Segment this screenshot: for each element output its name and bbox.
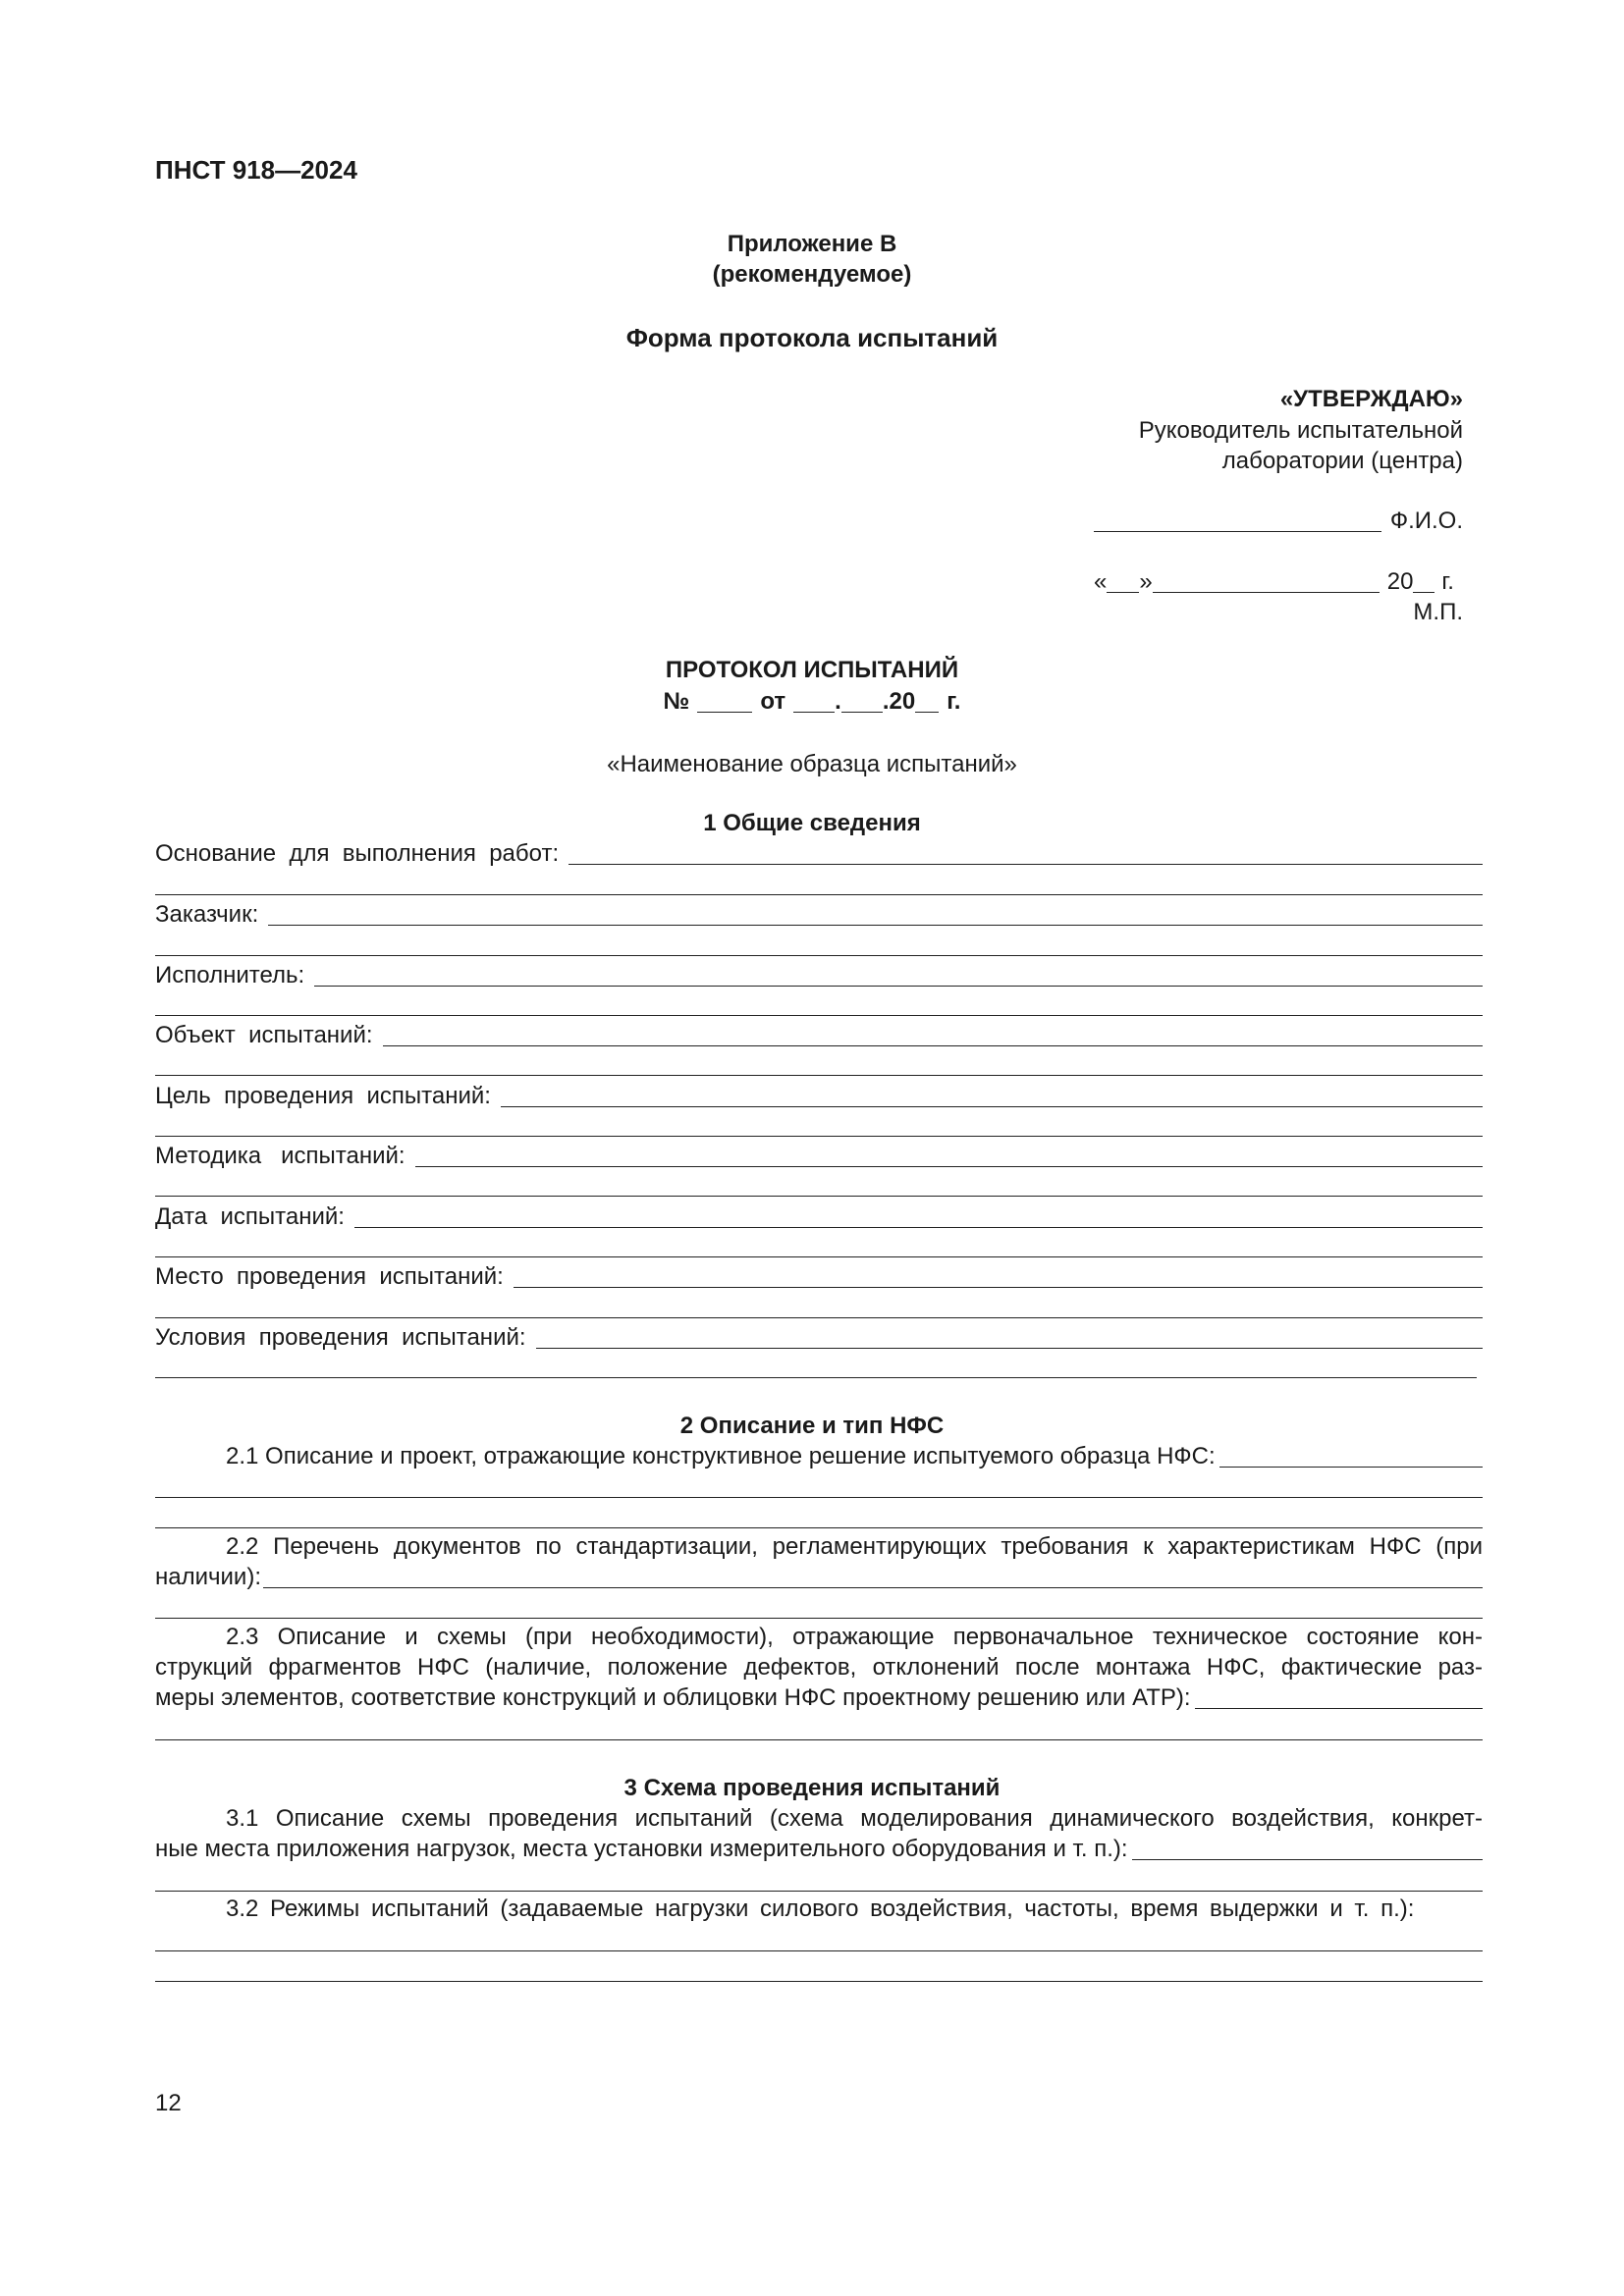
section1-title: 1 Общие сведения — [703, 810, 921, 836]
field-executor — [155, 961, 1483, 990]
month-blank[interactable] — [1153, 572, 1380, 593]
field-label: Объект испытаний: — [155, 1022, 373, 1048]
appendix-status: (рекомендуемое) — [712, 261, 912, 288]
answer-line[interactable] — [155, 1739, 1483, 1740]
field-blank[interactable] — [501, 1106, 1483, 1107]
item-text: ные места приложения нагрузок, места установки измерительного оборудования и т. п.): — [155, 1836, 1128, 1862]
item-3-2: 3.2 Режимы испытаний (задаваемые нагрузки силового воздействия, частоты, время выдержки и т. п.): — [226, 1896, 1415, 1922]
quote-close: » — [1139, 568, 1153, 595]
field-continuation-line[interactable] — [155, 1075, 1483, 1076]
field-label: Методика испытаний: — [155, 1143, 406, 1169]
day-blank[interactable] — [1107, 572, 1139, 593]
approval-role-line2: лаборатории (центра) — [1221, 448, 1463, 474]
item-2-3-line2: струкций фрагментов НФС (наличие, положение дефектов, отклонений после монтажа НФС, фактические раз- — [155, 1654, 1483, 1681]
field-continuation-line[interactable] — [155, 955, 1483, 956]
number-label: № — [663, 688, 690, 715]
item-blank[interactable] — [1219, 1467, 1483, 1468]
answer-line[interactable] — [155, 1981, 1483, 1982]
field-test-method — [155, 1142, 1483, 1171]
approval-role-line1: Руководитель испытательной — [1138, 417, 1463, 444]
year-prefix: 20 — [1386, 568, 1414, 595]
field-label: Основание для выполнения работ: — [155, 840, 560, 867]
item-blank[interactable] — [263, 1587, 1483, 1588]
protocol-title: ПРОТОКОЛ ИСПЫТАНИЙ — [665, 657, 959, 683]
appendix-title: Приложение В — [727, 231, 897, 257]
day-blank[interactable] — [793, 692, 835, 713]
month-blank[interactable] — [841, 692, 883, 713]
field-test-object — [155, 1021, 1483, 1050]
item-2-3-line3 — [155, 1683, 1483, 1713]
item-blank[interactable] — [1195, 1708, 1483, 1709]
item-text: меры элементов, соответствие конструкций и облицовки НФС проектному решению или АТР): — [155, 1684, 1191, 1711]
item-text: наличии): — [155, 1564, 261, 1590]
answer-line[interactable] — [155, 1618, 1483, 1619]
signature-blank[interactable] — [1094, 511, 1381, 532]
field-label: Условия проведения испытаний: — [155, 1324, 526, 1351]
approval-label: «УТВЕРЖДАЮ» — [1279, 386, 1463, 412]
item-3-1-line2 — [155, 1835, 1483, 1864]
field-blank[interactable] — [268, 925, 1483, 926]
field-blank[interactable] — [354, 1227, 1483, 1228]
section3-title: 3 Схема проведения испытаний — [623, 1775, 1001, 1801]
field-label: Дата испытаний: — [155, 1203, 345, 1230]
field-basis — [155, 839, 1483, 869]
field-test-conditions — [155, 1323, 1483, 1353]
field-label: Исполнитель: — [155, 962, 305, 988]
field-continuation-line[interactable] — [155, 1196, 1483, 1197]
field-label: Место проведения испытаний: — [155, 1263, 504, 1290]
field-continuation-line[interactable] — [155, 1377, 1477, 1378]
date-dot: . — [835, 688, 841, 715]
field-continuation-line[interactable] — [155, 1317, 1483, 1318]
field-continuation-line[interactable] — [155, 1256, 1483, 1257]
answer-line[interactable] — [155, 1891, 1483, 1892]
year-blank[interactable] — [915, 692, 939, 713]
field-test-date — [155, 1202, 1483, 1232]
field-test-place — [155, 1262, 1483, 1292]
year-blank[interactable] — [1413, 572, 1435, 593]
number-blank[interactable] — [697, 692, 752, 713]
field-label: Цель проведения испытаний: — [155, 1083, 491, 1109]
approval-signature-line — [1094, 507, 1463, 536]
item-2-3-line1: 2.3 Описание и схемы (при необходимости), отражающие первоначальное техническое состояние кон- — [226, 1624, 1483, 1650]
field-continuation-line[interactable] — [155, 894, 1483, 895]
field-test-purpose — [155, 1082, 1483, 1111]
item-2-2-line1: 2.2 Перечень документов по стандартизации, регламентирующих требования к характеристикам НФС (при — [226, 1533, 1483, 1560]
protocol-number-line — [0, 687, 1624, 717]
fio-label: Ф.И.О. — [1389, 507, 1463, 534]
field-blank[interactable] — [514, 1287, 1483, 1288]
field-blank[interactable] — [314, 986, 1483, 987]
page-number: 12 — [155, 2090, 182, 2116]
year-suffix: г. — [1441, 568, 1454, 595]
field-customer — [155, 900, 1483, 930]
item-text: 2.1 Описание и проект, отражающие конструктивное решение испытуемого образца НФС: — [226, 1443, 1216, 1469]
stamp-label: М.П. — [1413, 599, 1463, 625]
field-blank[interactable] — [568, 864, 1483, 865]
item-2-1 — [226, 1442, 1483, 1471]
item-blank[interactable] — [1132, 1859, 1483, 1860]
field-blank[interactable] — [383, 1045, 1483, 1046]
approval-date-line — [1094, 567, 1463, 597]
form-title: Форма протокола испытаний — [625, 323, 999, 352]
field-blank[interactable] — [536, 1348, 1483, 1349]
document-code: ПНСТ 918—2024 — [155, 155, 357, 185]
answer-line[interactable] — [155, 1527, 1483, 1528]
field-continuation-line[interactable] — [155, 1015, 1483, 1016]
year-label: .20 — [882, 688, 916, 715]
field-label: Заказчик: — [155, 901, 259, 928]
field-blank[interactable] — [415, 1166, 1483, 1167]
item-2-2-line2 — [155, 1563, 1483, 1592]
from-label: от — [760, 688, 786, 715]
year-suffix: г. — [947, 688, 961, 715]
sample-name: «Наименование образца испытаний» — [607, 751, 1017, 777]
field-continuation-line[interactable] — [155, 1136, 1483, 1137]
item-3-1-line1: 3.1 Описание схемы проведения испытаний (схема моделирования динамического воздействия, конкрет- — [226, 1805, 1483, 1832]
answer-line[interactable] — [155, 1497, 1483, 1498]
answer-line[interactable] — [155, 1950, 1483, 1951]
quote-open: « — [1094, 568, 1108, 595]
section2-title: 2 Описание и тип НФС — [679, 1413, 945, 1439]
